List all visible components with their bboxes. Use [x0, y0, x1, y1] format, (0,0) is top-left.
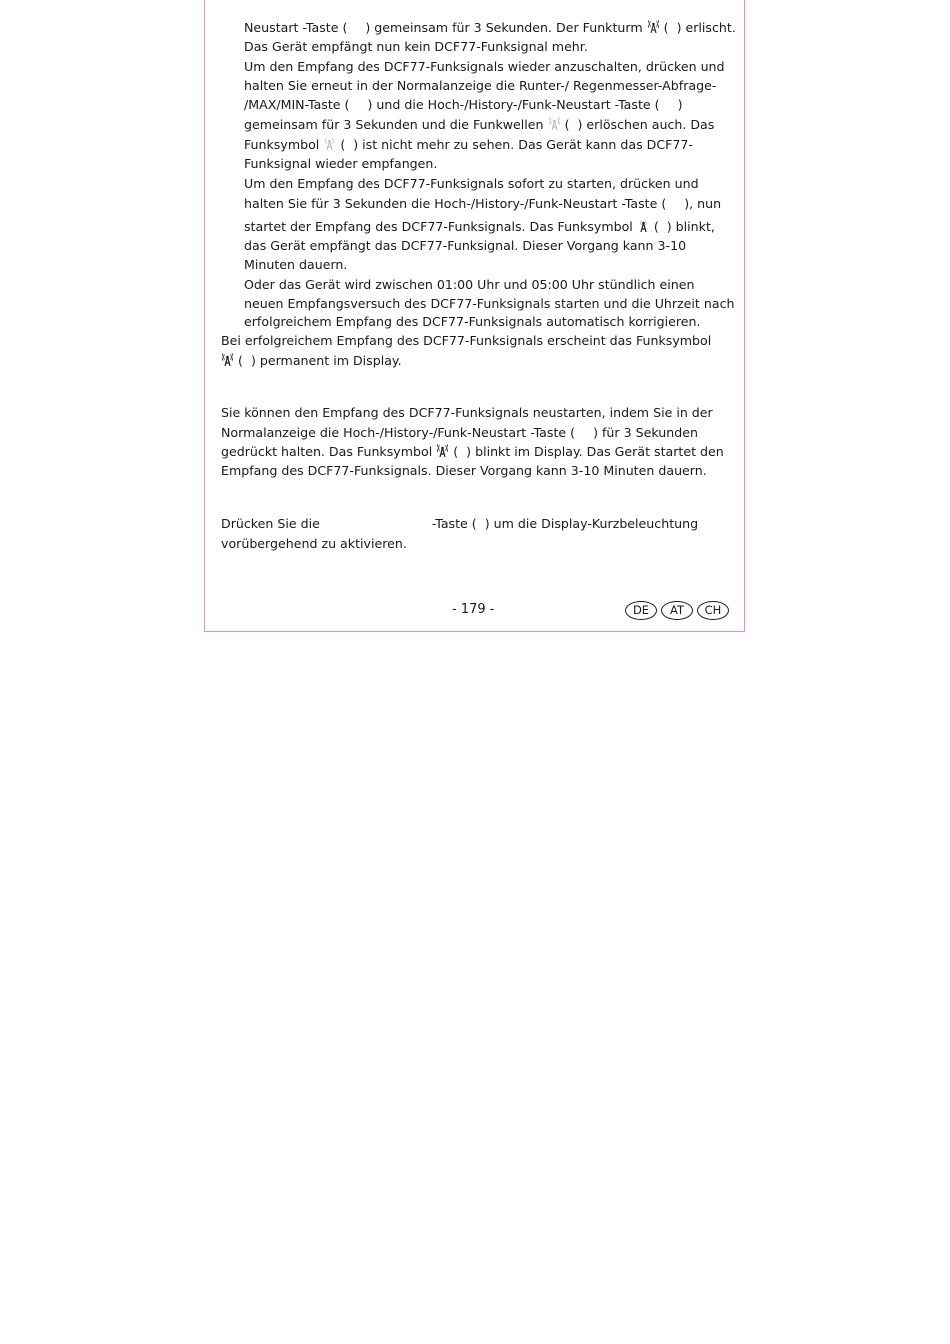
country-badges — [625, 601, 729, 620]
radio-tower-icon — [222, 353, 233, 367]
text-line: Das Gerät empfängt nun kein DCF77-Funksignal mehr. — [244, 39, 588, 54]
text-line: vorübergehend zu aktivieren. — [221, 536, 407, 551]
radio-tower-icon — [648, 20, 659, 34]
text-line: halten Sie erneut in der Normalanzeige die Runter-/ Regenmesser-Abfrage- — [244, 78, 717, 93]
line-fragment: ) blinkt im Display. Das Gerät startet den — [466, 444, 724, 459]
text-line — [244, 135, 693, 155]
text-line — [221, 423, 698, 443]
text-line — [244, 194, 721, 214]
line-fragment: ( — [564, 117, 570, 132]
text-line — [221, 514, 698, 534]
line-fragment: um die Display-Kurzbeleuchtung — [493, 516, 699, 531]
text-line: Um den Empfang des DCF77-Funksignals sofort zu starten, drücken und — [244, 176, 699, 191]
antenna-icon — [638, 219, 649, 233]
text-line: das Gerät empfängt das DCF77-Funksignal. Dieser Vorgang kann 3-10 — [244, 238, 687, 253]
page-number: - 179 - — [452, 602, 495, 617]
line-fragment: ( — [663, 20, 669, 35]
text-line: erfolgreichem Empfang des DCF77-Funksignals automatisch korrigieren. — [244, 314, 701, 329]
line-fragment: /MAX/MIN-Taste ( — [244, 97, 350, 112]
text-line: Empfang des DCF77-Funksignals. Dieser Vorgang kann 3-10 Minuten dauern. — [221, 463, 707, 478]
text-line: Funksignal wieder empfangen. — [244, 156, 438, 171]
antenna-icon — [324, 137, 335, 151]
text-line: neuen Empfangsversuch des DCF77-Funksignals starten und die Uhrzeit nach — [244, 296, 735, 311]
text-line — [244, 217, 715, 237]
text-line — [221, 351, 402, 371]
country-badge: AT — [661, 601, 693, 620]
radio-tower-icon — [437, 444, 448, 458]
line-fragment: ) erlischt. — [676, 20, 736, 35]
line-fragment: startet der Empfang des DCF77-Funksignals. Das Funksymbol — [244, 219, 633, 234]
line-fragment: ( — [653, 219, 659, 234]
line-fragment: ) für 3 Sekunden — [593, 425, 698, 440]
line-fragment: ( — [340, 137, 346, 152]
line-fragment: ) permanent im Display. — [250, 353, 402, 368]
line-fragment: ) ist nicht mehr zu sehen. Das Gerät kann das DCF77- — [353, 137, 693, 152]
text-line: Oder das Gerät wird zwischen 01:00 Uhr und 05:00 Uhr stündlich einen — [244, 277, 695, 292]
text-line — [244, 18, 736, 38]
line-fragment: ( — [453, 444, 459, 459]
text-line: Sie können den Empfang des DCF77-Funksignals neustarten, indem Sie in der — [221, 405, 713, 420]
line-fragment: ) erlöschen auch. Das — [577, 117, 715, 132]
country-badge: DE — [625, 601, 657, 620]
line-fragment: ) gemeinsam für 3 Sekunden. Der Funkturm — [365, 20, 643, 35]
text-line: Um den Empfang des DCF77-Funksignals wieder anzuschalten, drücken und — [244, 59, 725, 74]
line-fragment: Normalanzeige die Hoch-/History-/Funk-Neustart -Taste ( — [221, 425, 576, 440]
line-fragment: halten Sie für 3 Sekunden die Hoch-/History-/Funk-Neustart -Taste ( — [244, 196, 667, 211]
text-line — [221, 442, 724, 462]
line-fragment: gedrückt halten. Das Funksymbol — [221, 444, 433, 459]
text-line: Bei erfolgreichem Empfang des DCF77-Funksignals erscheint das Funksymbol — [221, 333, 712, 348]
line-fragment: gemeinsam für 3 Sekunden und die Funkwellen — [244, 117, 544, 132]
line-fragment: ) — [484, 516, 490, 531]
text-line — [244, 95, 682, 115]
line-fragment: -Taste ( — [431, 516, 477, 531]
line-fragment: Neustart -Taste ( — [244, 20, 348, 35]
line-fragment: ) und die Hoch-/History-/Funk-Neustart -Taste ( — [367, 97, 660, 112]
line-fragment: ) blinkt, — [666, 219, 715, 234]
text-line: Minuten dauern. — [244, 257, 348, 272]
line-fragment: ), nun — [684, 196, 722, 211]
line-fragment: ( — [238, 353, 243, 368]
country-badge: CH — [697, 601, 729, 620]
text-line — [244, 115, 714, 135]
line-fragment: Funksymbol — [244, 137, 320, 152]
line-fragment: ) — [677, 97, 683, 112]
radio-waves-icon — [549, 117, 560, 131]
line-fragment: Drücken Sie die — [221, 516, 320, 531]
